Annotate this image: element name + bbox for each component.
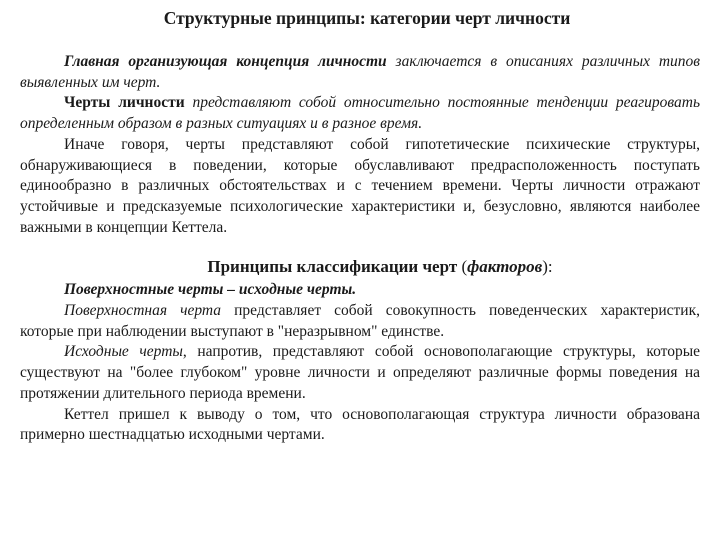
term-source-traits: Исходные черты [64, 343, 183, 361]
heading-classification-main: Принципы классификации черт [207, 257, 462, 277]
paragraph-surface-vs-source: Поверхностные черты – исходные черты. [64, 281, 357, 299]
term-surface-trait: Поверхностная черта [64, 302, 222, 320]
paragraph-main-concept [20, 52, 700, 93]
paragraph-cattell-conclusion: Кеттел пришел к выводу о том, что основополагающая структура личности образована примерно шестнадцатью исходными чертами. [20, 405, 700, 444]
paragraph-source-traits [20, 342, 700, 404]
paragraph-surface-trait [20, 301, 700, 342]
section-classification [20, 280, 700, 446]
term-main-concept: Главная организующая концепция личности [64, 53, 387, 70]
heading-paren-open: ( [461, 257, 468, 277]
text-traits-definition: представляют собой относительно постоянные тенденции реагировать определенным образом в разных ситуациях и в разное время. [20, 94, 701, 133]
section-structural-principles [20, 52, 700, 238]
heading-paren-close: ): [542, 257, 553, 277]
term-personality-traits: Черты личности [64, 94, 185, 112]
section-heading-classification [20, 256, 700, 278]
heading-factors: факторов [467, 257, 543, 277]
text-main-concept: заключается в описаниях различных типов выявленных им черт. [20, 53, 700, 91]
paragraph-traits-definition [20, 93, 700, 134]
text-surface-trait: представляет собой совокупность поведенческих характеристик, которые при наблюдении выступают в "неразрывном" единстве. [20, 302, 700, 340]
text-source-traits: , напротив, представляют собой основополагающие структуры, которые существуют на "более глубоком" уровне личности и определяют различные формы поведения на протяжении длительного периода времени. [20, 343, 700, 402]
slide-title: Структурные принципы: категории черт личности [163, 8, 571, 28]
paragraph-traits-explanation: Иначе говоря, черты представляют собой гипотетические психические структуры, обнаруживающиеся в поведении, которые обуславливают предрасположенность поступать единообразно в различных обстоятельствах и с течением времени. Черты личности отражают устойчивые и предсказуемые психологические характеристики и, безусловно, являются наиболее важными в концепции Кеттела. [20, 135, 700, 236]
